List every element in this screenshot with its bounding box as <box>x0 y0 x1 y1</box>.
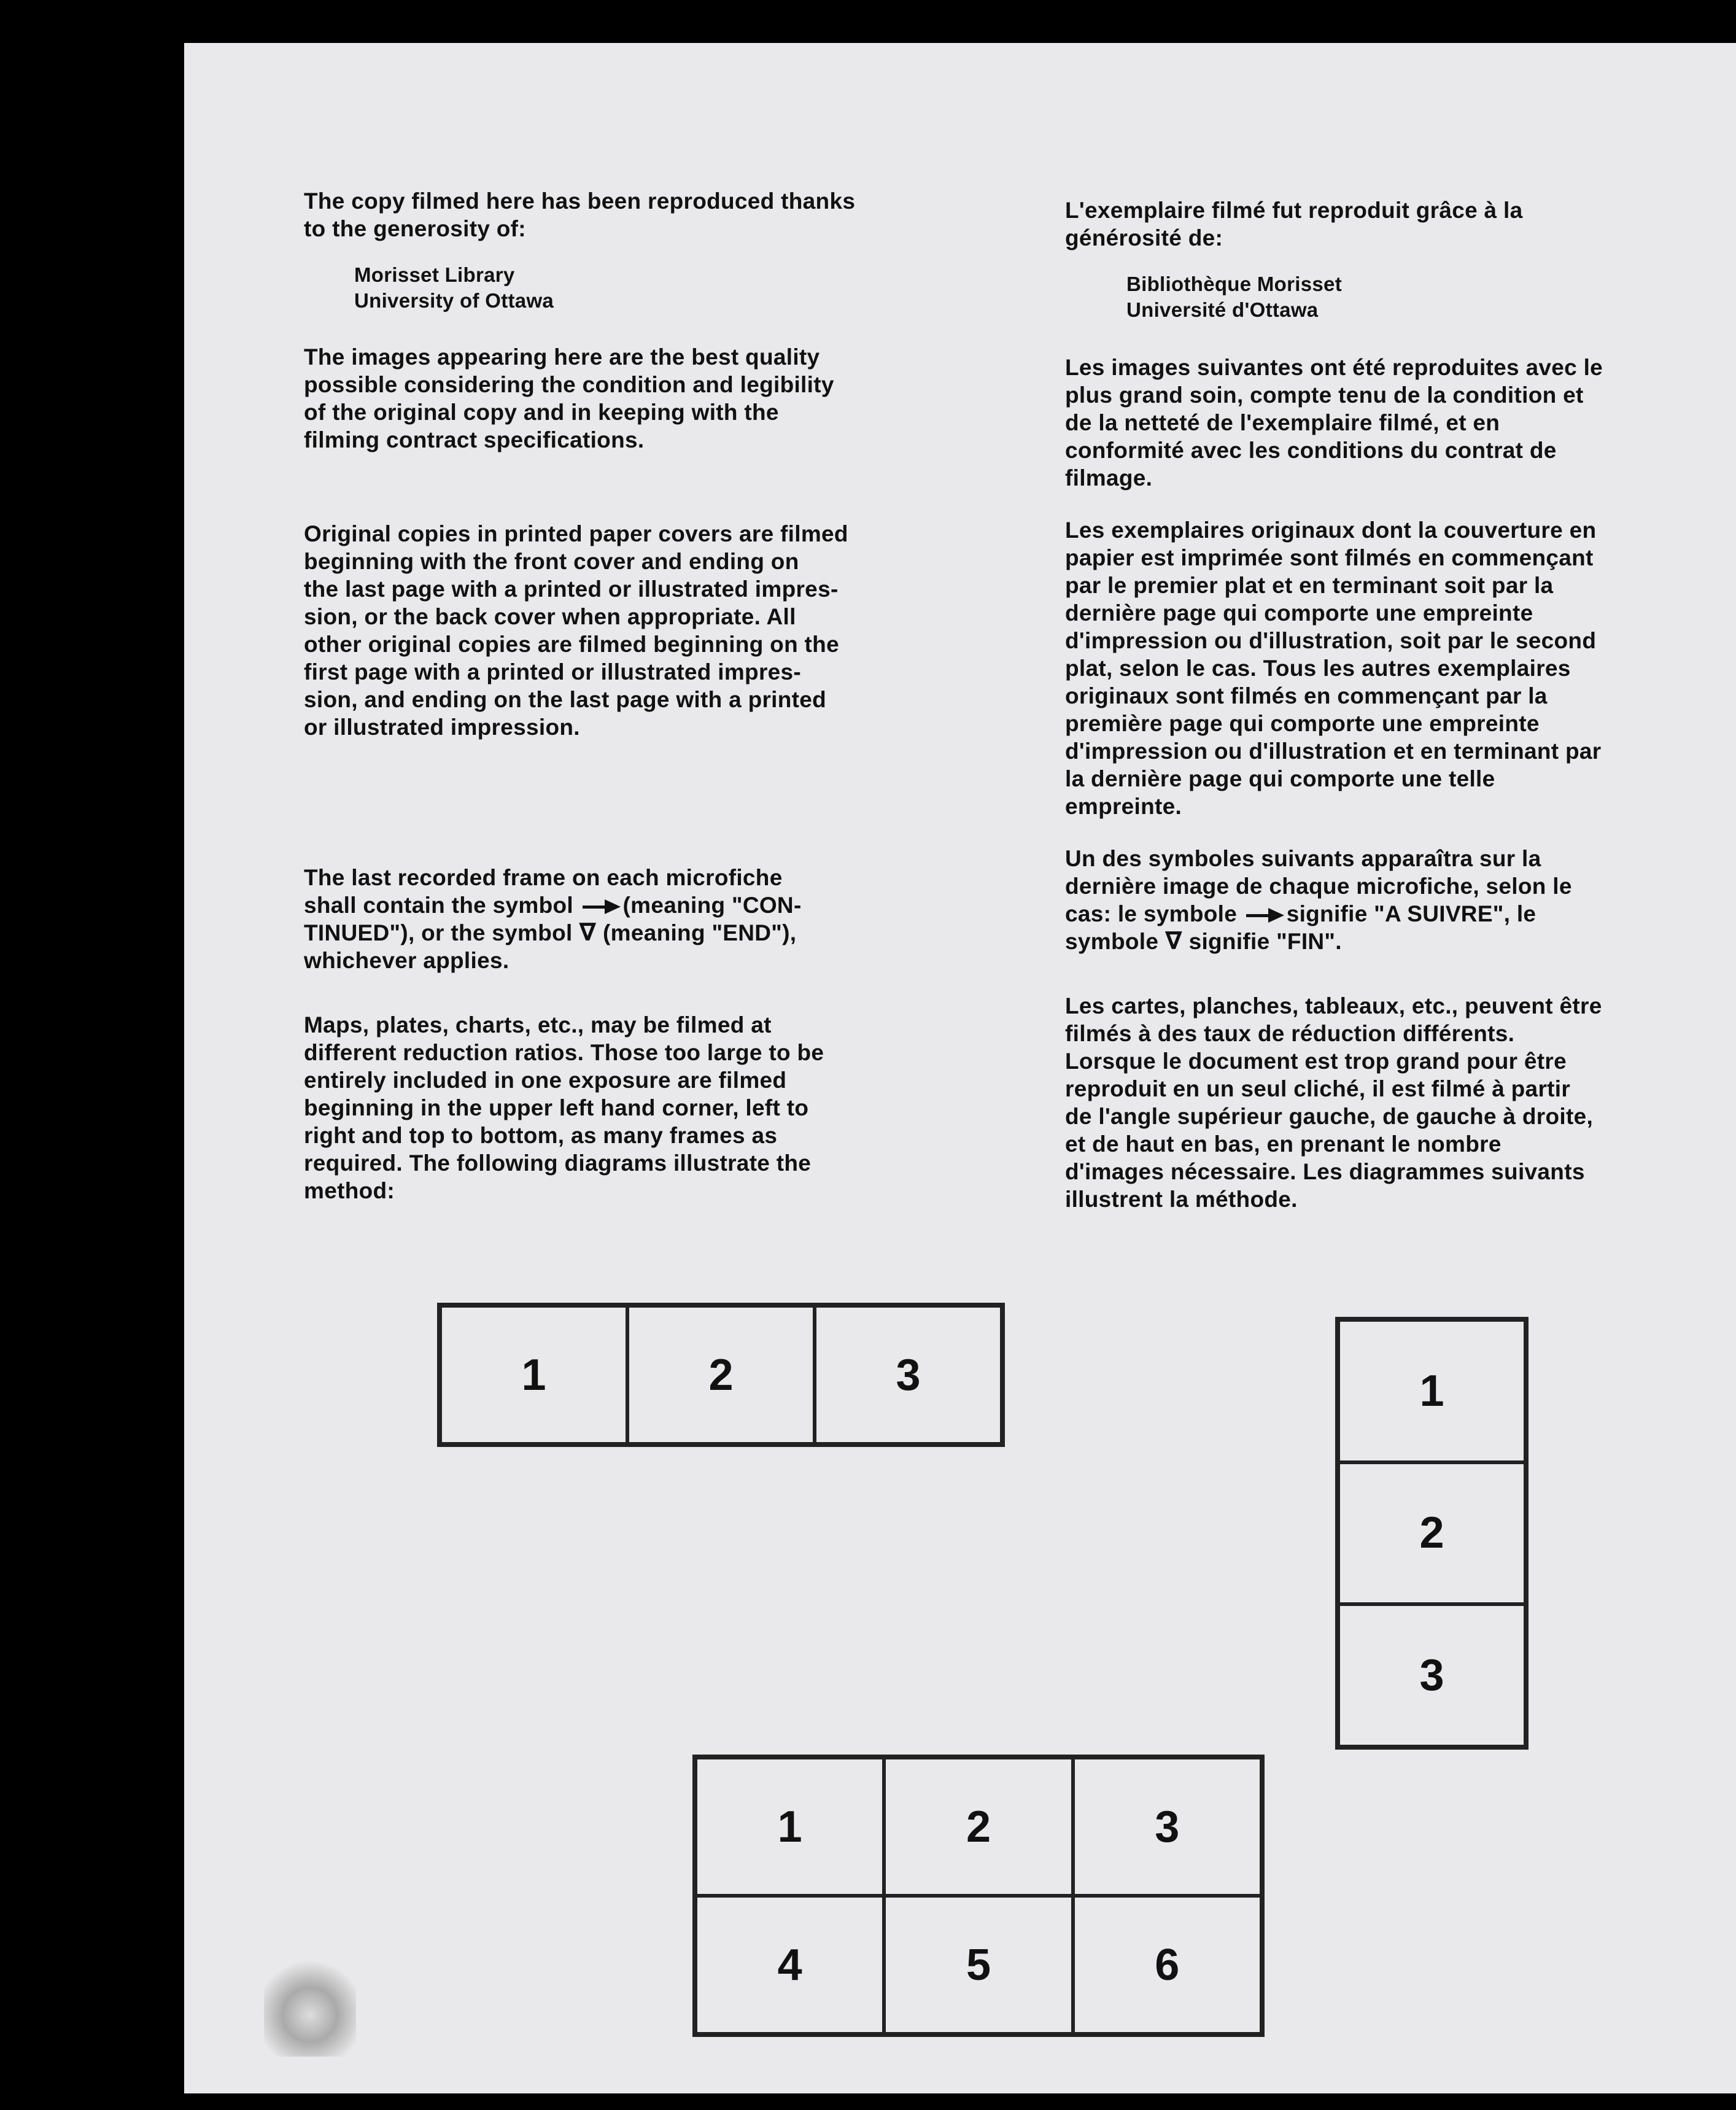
text-line: beginning in the upper left hand corner, left to <box>304 1095 809 1120</box>
french-column <box>1065 196 1728 1213</box>
text-line: filmés à des taux de réduction différents. <box>1065 1021 1515 1046</box>
text-line <box>304 891 979 919</box>
end-triangle-icon: ∇ <box>1164 928 1182 955</box>
frame-cell: 1 <box>440 1306 627 1444</box>
horizontal-frames-diagram <box>437 1303 1005 1447</box>
text-line: beginning with the front cover and ending on <box>304 549 799 574</box>
text-line: dernière page qui comporte une empreinte <box>1065 600 1533 626</box>
english-column <box>304 187 979 1204</box>
text-line: Les exemplaires originaux dont la couverture en <box>1065 518 1597 543</box>
library-line: Morisset Library <box>354 263 515 286</box>
frame-cell: 6 <box>1073 1896 1261 2034</box>
intro-line: générosité de: <box>1065 225 1223 250</box>
library-line: Université d'Ottawa <box>1126 298 1319 321</box>
intro-line: The copy filmed here has been reproduced thanks <box>304 188 856 214</box>
text-line: illustrent la méthode. <box>1065 1187 1298 1212</box>
text-line: Lorsque le document est trop grand pour être <box>1065 1049 1567 1074</box>
symbol-paragraph <box>304 864 979 974</box>
text-line: required. The following diagrams illustrate the <box>304 1150 812 1176</box>
text-line: first page with a printed or illustrated impres- <box>304 659 802 685</box>
intro-line: L'exemplaire filmé fut reproduit grâce à la <box>1065 198 1523 223</box>
quality-paragraph <box>1065 354 1728 492</box>
text-line: Original copies in printed paper covers are filmed <box>304 521 848 546</box>
text-line: empreinte. <box>1065 794 1182 819</box>
text-fragment: symbole <box>1065 929 1159 954</box>
page-stain <box>264 1952 356 2057</box>
grid-frames-diagram <box>692 1755 1265 2037</box>
text-line: right and top to bottom, as many frames as <box>304 1123 778 1148</box>
text-line: Maps, plates, charts, etc., may be filmed at <box>304 1012 772 1038</box>
vertical-frames-diagram <box>1335 1317 1529 1750</box>
continued-arrow-icon <box>1246 911 1284 920</box>
text-fragment: TINUED"), or the symbol <box>304 920 573 945</box>
text-line: plus grand soin, compte tenu de la condition et <box>1065 382 1584 408</box>
frame-cell: 4 <box>696 1896 884 2034</box>
continued-arrow-icon <box>583 902 621 911</box>
text-fragment: (meaning "CON- <box>622 893 802 918</box>
text-fragment: signifie "FIN". <box>1188 929 1342 954</box>
frame-cell: 1 <box>696 1758 884 1896</box>
originals-paragraph <box>1065 516 1728 820</box>
library-name <box>354 262 979 314</box>
text-line: Les images suivantes ont été reproduites avec le <box>1065 355 1603 380</box>
text-line: dernière image de chaque microfiche, selon le <box>1065 874 1572 899</box>
text-line: conformité avec les conditions du contrat de <box>1065 438 1557 463</box>
text-line: de l'angle supérieur gauche, de gauche à droite, <box>1065 1104 1594 1129</box>
text-line: filming contract specifications. <box>304 427 645 452</box>
text-line: Les cartes, planches, tableaux, etc., peuvent être <box>1065 993 1602 1018</box>
text-line: sion, or the back cover when appropriate. All <box>304 604 796 629</box>
frame-cell: 5 <box>884 1896 1072 2034</box>
text-line: originaux sont filmés en commençant par la <box>1065 683 1548 708</box>
text-line: d'images nécessaire. Les diagrammes suivants <box>1065 1159 1585 1184</box>
text-line: d'impression ou d'illustration, soit par le second <box>1065 628 1597 653</box>
text-line <box>304 919 979 947</box>
text-line: The images appearing here are the best quality <box>304 344 820 370</box>
text-line: or illustrated impression. <box>304 715 580 740</box>
frame-cell: 2 <box>884 1758 1072 1896</box>
maps-paragraph <box>1065 992 1728 1213</box>
text-fragment: shall contain the symbol <box>304 893 573 918</box>
text-line: entirely included in one exposure are filmed <box>304 1068 787 1093</box>
text-line: papier est imprimée sont filmés en commençant <box>1065 545 1594 570</box>
text-line: Un des symboles suivants apparaîtra sur la <box>1065 846 1541 871</box>
text-fragment: cas: le symbole <box>1065 901 1238 926</box>
text-line: filmage. <box>1065 465 1153 491</box>
library-name <box>1126 271 1728 323</box>
text-line <box>1065 900 1728 928</box>
text-line: other original copies are filmed beginning on the <box>304 632 839 657</box>
frame-cell: 1 <box>1338 1320 1525 1462</box>
quality-paragraph <box>304 343 979 454</box>
text-line: of the original copy and in keeping with the <box>304 400 779 425</box>
text-line: the last page with a printed or illustrated impres- <box>304 576 839 602</box>
intro-line: to the generosity of: <box>304 216 526 241</box>
symbol-paragraph <box>1065 845 1728 955</box>
text-line: reproduit en un seul cliché, il est filmé à partir <box>1065 1076 1571 1101</box>
text-line: la dernière page qui comporte une telle <box>1065 766 1495 791</box>
text-fragment: signifie "A SUIVRE", le <box>1286 901 1536 926</box>
frame-cell: 2 <box>627 1306 815 1444</box>
library-line: Bibliothèque Morisset <box>1126 273 1342 295</box>
text-line: method: <box>304 1178 395 1203</box>
frame-cell: 3 <box>815 1306 1002 1444</box>
text-line: première page qui comporte une empreinte <box>1065 711 1540 736</box>
text-line <box>1065 928 1728 955</box>
text-line: par le premier plat et en terminant soit par la <box>1065 573 1554 598</box>
text-line: The last recorded frame on each microfiche <box>304 865 783 890</box>
text-line: possible considering the condition and legibility <box>304 372 834 397</box>
frame-cell: 3 <box>1073 1758 1261 1896</box>
frame-cell: 2 <box>1338 1462 1525 1605</box>
text-line: plat, selon le cas. Tous les autres exemplaires <box>1065 656 1571 681</box>
end-triangle-icon: ∇ <box>579 919 597 946</box>
text-line: whichever applies. <box>304 948 510 973</box>
text-line: de la netteté de l'exemplaire filmé, et en <box>1065 410 1500 435</box>
text-line: et de haut en bas, en prenant le nombre <box>1065 1131 1502 1157</box>
text-line: d'impression ou d'illustration et en terminant par <box>1065 739 1602 764</box>
frame-cell: 3 <box>1338 1604 1525 1747</box>
maps-paragraph <box>304 1011 979 1204</box>
text-fragment: (meaning "END"), <box>603 920 797 945</box>
text-line: different reduction ratios. Those too large to be <box>304 1040 824 1065</box>
library-line: University of Ottawa <box>354 289 554 312</box>
text-line: sion, and ending on the last page with a printed <box>304 687 827 712</box>
originals-paragraph <box>304 520 979 741</box>
